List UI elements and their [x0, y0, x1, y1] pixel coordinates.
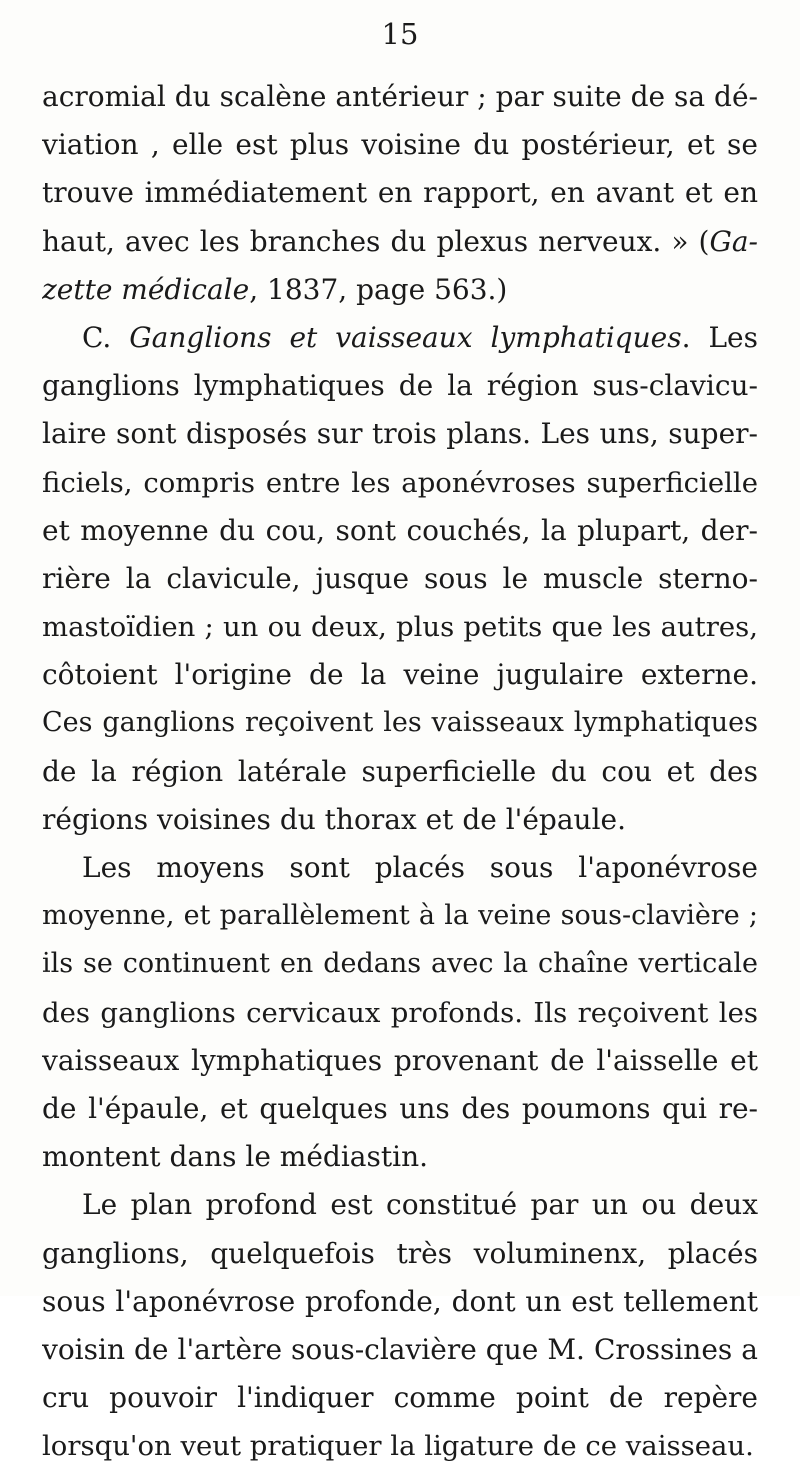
text-line: des ganglions cervicaux profonds. Ils reçoivent les	[42, 996, 758, 1029]
text-line: zette médicale, 1837, page 563.)	[42, 272, 508, 306]
text-line: viation , elle est plus voisine du postérieur, et se	[42, 128, 758, 162]
text-line: rière la clavicule, jusque sous le muscle sterno-	[42, 561, 758, 595]
section-title: Ganglions et vaisseaux lymphatiques	[129, 320, 682, 354]
text-line: côtoient l'origine de la veine jugulaire externe.	[42, 658, 758, 692]
paragraph-start-line: Les moyens sont placés sous l'aponévrose	[82, 851, 758, 884]
italic-citation: Ga-	[709, 224, 758, 258]
page-number: 15	[381, 17, 419, 51]
text-line: sous l'aponévrose profonde, dont un est tellement	[42, 1284, 758, 1318]
text-line: ganglions lymphatiques de la région sus-clavicu-	[42, 369, 758, 403]
text-line: Ces ganglions reçoivent les vaisseaux lymphatiques	[42, 707, 758, 739]
text-line: régions voisines du thorax et de l'épaule.	[42, 802, 627, 836]
text-line: mastoïdien ; un ou deux, plus petits que les autres,	[42, 611, 758, 644]
text-line: vaisseaux lymphatiques provenant de l'aisselle et	[42, 1043, 758, 1077]
text-line: lorsqu'on veut pratiquer la ligature de ce vaisseau.	[42, 1430, 754, 1463]
text-line: laire sont disposés sur trois plans. Les uns, super-	[42, 417, 758, 451]
text-line: acromial du scalène antérieur ; par suite de sa dé-	[42, 80, 758, 113]
section-heading-line: C. Ganglions et vaisseaux lymphatiques. Les	[82, 320, 758, 354]
text-line: de la région latérale superficielle du cou et des	[42, 754, 758, 788]
text-line: et moyenne du cou, sont couchés, la plupart, der-	[42, 513, 758, 547]
text-line: ficiels, compris entre les aponévroses superficielle	[42, 466, 758, 499]
text-line: montent dans le médiastin.	[42, 1140, 428, 1174]
text-line: haut, avec les branches du plexus nerveux. » (Ga-	[42, 224, 758, 258]
text-line: de l'épaule, et quelques uns des poumons qui re-	[42, 1091, 758, 1125]
paragraph-start-line: Le plan profond est constitué par un ou deux	[82, 1188, 758, 1222]
text-line: cru pouvoir l'indiquer comme point de repère	[42, 1381, 758, 1415]
text-line: trouve immédiatement en rapport, en avant et en	[42, 176, 758, 210]
text-line: ils se continuent en dedans avec la chaîne verticale	[42, 948, 758, 980]
text-line: ganglions, quelquefois très voluminenx, placés	[42, 1236, 758, 1270]
body-text	[42, 73, 758, 1470]
text-line: moyenne, et parallèlement à la veine sous-clavière ;	[42, 900, 758, 932]
text-line: voisin de l'artère sous-clavière que M. Crossines a	[42, 1332, 758, 1366]
italic-citation: zette médicale	[42, 272, 250, 306]
